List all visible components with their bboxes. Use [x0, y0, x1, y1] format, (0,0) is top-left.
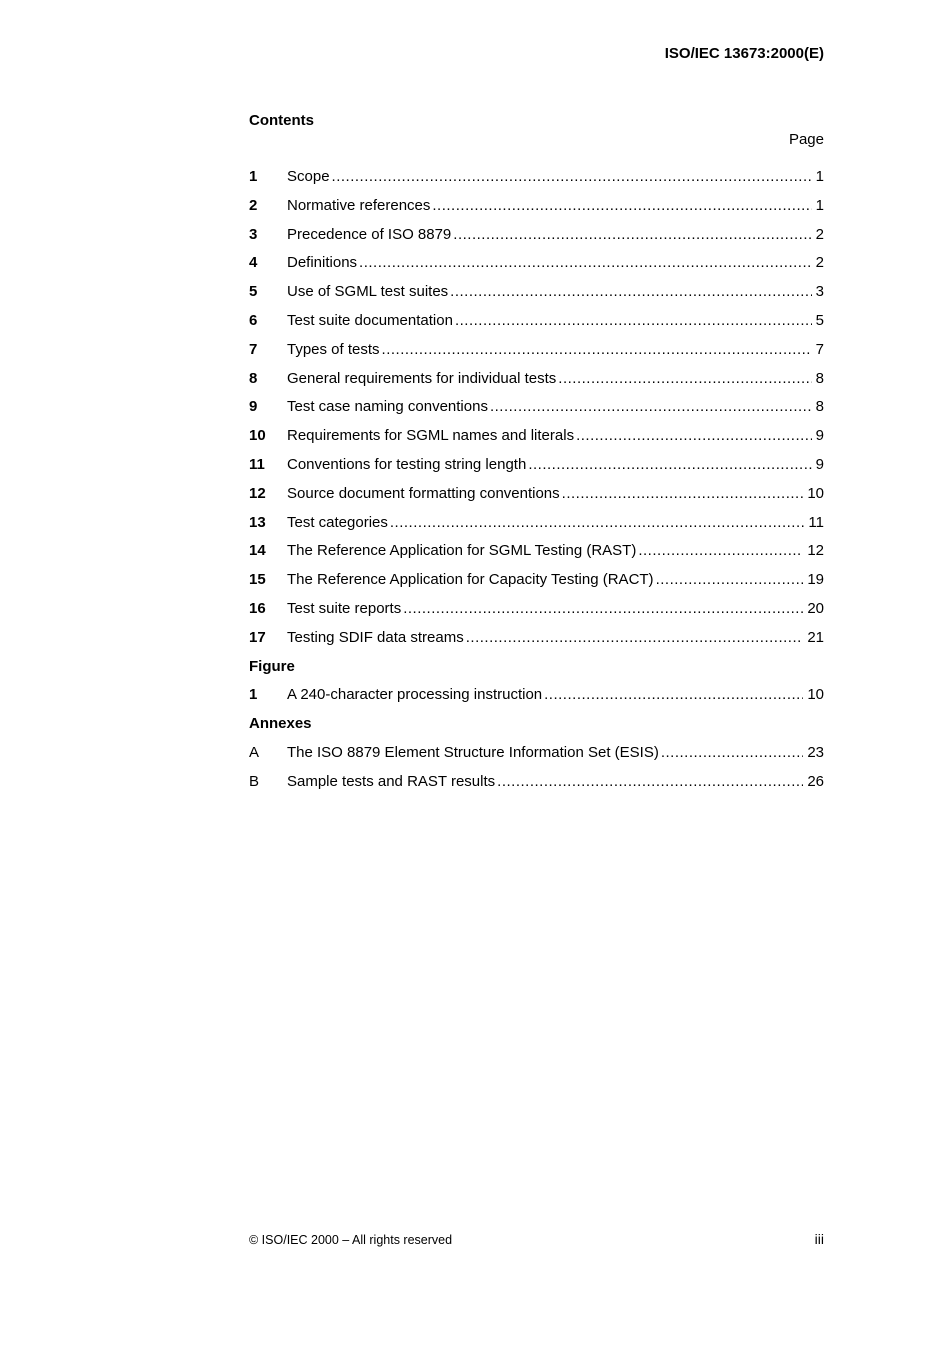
- toc-entry-page: 9: [815, 455, 824, 473]
- toc-entry-page: 10: [807, 484, 824, 502]
- table-of-contents: [249, 163, 824, 797]
- toc-entry-number: 12: [249, 484, 266, 502]
- toc-entry-title: Use of SGML test suites: [287, 283, 449, 301]
- toc-entry-title: Definitions: [287, 254, 358, 272]
- toc-entry-page: 3: [815, 283, 824, 301]
- toc-entry-title: Precedence of ISO 8879: [287, 225, 452, 243]
- toc-entry-title: Requirements for SGML names and literals: [287, 427, 575, 445]
- toc-entry-title: The Reference Application for Capacity Testing (RACT): [287, 571, 654, 589]
- toc-entry-page: 2: [815, 254, 824, 272]
- dot-leader: [497, 768, 803, 797]
- dot-leader: [382, 336, 812, 365]
- toc-entry-page: 7: [815, 340, 824, 358]
- toc-entry[interactable]: [249, 278, 824, 307]
- toc-entry-title: Source document formatting conventions: [287, 484, 560, 502]
- toc-entry-title: Test suite reports: [287, 599, 402, 617]
- figures-heading: Figure: [249, 657, 295, 675]
- toc-entry[interactable]: [249, 451, 824, 480]
- dot-leader: [455, 307, 812, 336]
- clause-list: [249, 163, 824, 653]
- dot-leader: [528, 451, 811, 480]
- dot-leader: [490, 393, 812, 422]
- toc-entry-title: Testing SDIF data streams: [287, 628, 464, 646]
- toc-entry-page: 21: [807, 628, 824, 646]
- toc-entry-page: 11: [808, 513, 824, 531]
- toc-entry[interactable]: [249, 566, 824, 595]
- toc-entry-page: 1: [815, 168, 824, 185]
- toc-entry-page: 8: [815, 369, 824, 387]
- dot-leader: [403, 595, 803, 624]
- toc-entry-title: General requirements for individual tests: [287, 369, 557, 387]
- toc-entry-title: Scope: [287, 168, 330, 185]
- dot-leader: [390, 509, 805, 538]
- toc-entry-page: 19: [807, 571, 824, 589]
- toc-entry-number: 14: [249, 542, 266, 560]
- toc-entry[interactable]: [249, 365, 824, 394]
- annex-list: [249, 739, 824, 797]
- toc-entry[interactable]: [249, 393, 824, 422]
- toc-entry[interactable]: [249, 307, 824, 336]
- toc-entry-page: 10: [807, 686, 824, 704]
- toc-entry-number: 6: [249, 311, 258, 329]
- toc-entry-page: 5: [815, 311, 824, 329]
- dot-leader: [466, 624, 804, 653]
- dot-leader: [576, 422, 812, 451]
- dot-leader: [544, 681, 803, 710]
- dot-leader: [558, 365, 811, 394]
- toc-entry[interactable]: [249, 681, 824, 710]
- toc-entry-number: 15: [249, 571, 266, 589]
- toc-entry-title: Normative references: [287, 196, 431, 214]
- contents-heading: Contents: [249, 112, 314, 129]
- toc-entry-title: Sample tests and RAST results: [287, 772, 496, 790]
- toc-entry-number: 4: [249, 254, 258, 272]
- figure-list: [249, 681, 824, 710]
- dot-leader: [661, 739, 803, 768]
- toc-entry-title: The Reference Application for SGML Testing (RAST): [287, 542, 637, 560]
- toc-entry[interactable]: [249, 336, 824, 365]
- toc-entry-number: 8: [249, 369, 258, 387]
- toc-entry-number: A: [249, 743, 260, 761]
- toc-entry[interactable]: [249, 595, 824, 624]
- page-number: iii: [814, 1231, 824, 1247]
- toc-entry-page: 20: [807, 599, 824, 617]
- dot-leader: [450, 278, 811, 307]
- copyright-notice: © ISO/IEC 2000 – All rights reserved: [249, 1233, 453, 1247]
- toc-entry-number: 9: [249, 398, 258, 416]
- toc-entry-page: 9: [815, 427, 824, 445]
- toc-entry-page: 2: [815, 225, 824, 243]
- toc-entry[interactable]: [249, 249, 824, 278]
- toc-entry-title: Test categories: [287, 513, 388, 531]
- toc-entry-number: 5: [249, 283, 258, 301]
- toc-entry-number: 7: [249, 340, 258, 358]
- dot-leader: [562, 480, 804, 509]
- toc-entry-number: 16: [249, 599, 266, 617]
- dot-leader: [432, 192, 811, 221]
- page-column-label: Page: [788, 131, 824, 148]
- toc-entry-page: 26: [807, 772, 824, 790]
- toc-entry[interactable]: [249, 537, 824, 566]
- dot-leader: [359, 249, 812, 278]
- toc-entry[interactable]: [249, 422, 824, 451]
- toc-entry-number: 3: [249, 225, 258, 243]
- dot-leader: [638, 537, 803, 566]
- toc-entry[interactable]: [249, 768, 824, 797]
- toc-entry-number: 11: [249, 455, 265, 473]
- toc-entry-number: 1: [249, 686, 258, 704]
- toc-entry-page: 23: [807, 743, 824, 761]
- toc-entry[interactable]: [249, 624, 824, 653]
- toc-entry[interactable]: [249, 509, 824, 538]
- toc-entry-number: B: [249, 772, 260, 790]
- toc-entry-page: 8: [815, 398, 824, 416]
- dot-leader: [453, 221, 811, 250]
- toc-entry-title: A 240-character processing instruction: [287, 686, 543, 704]
- annexes-heading: Annexes: [249, 715, 312, 733]
- toc-entry-page: 1: [815, 196, 824, 214]
- toc-entry-title: Test case naming conventions: [287, 398, 488, 416]
- toc-entry-title: Test suite documentation: [287, 311, 453, 329]
- toc-entry-title: The ISO 8879 Element Structure Information Set (ESIS): [287, 743, 659, 761]
- toc-entry-number: 13: [249, 513, 266, 531]
- toc-entry-number: 10: [249, 427, 266, 445]
- dot-leader: [656, 566, 804, 595]
- toc-entry-number: 2: [249, 196, 258, 214]
- document-code: ISO/IEC 13673:2000(E): [664, 45, 824, 62]
- toc-entry-title: Conventions for testing string length: [287, 455, 527, 473]
- toc-entry-title: Types of tests: [287, 340, 380, 358]
- toc-entry[interactable]: [249, 192, 824, 221]
- toc-entry[interactable]: [249, 163, 824, 192]
- toc-entry-number: 1: [249, 168, 258, 185]
- toc-entry[interactable]: [249, 221, 824, 250]
- toc-entry[interactable]: [249, 739, 824, 768]
- toc-entry-number: 17: [249, 628, 266, 646]
- toc-entry-page: 12: [807, 542, 824, 560]
- toc-entry[interactable]: [249, 480, 824, 509]
- dot-leader: [332, 163, 812, 192]
